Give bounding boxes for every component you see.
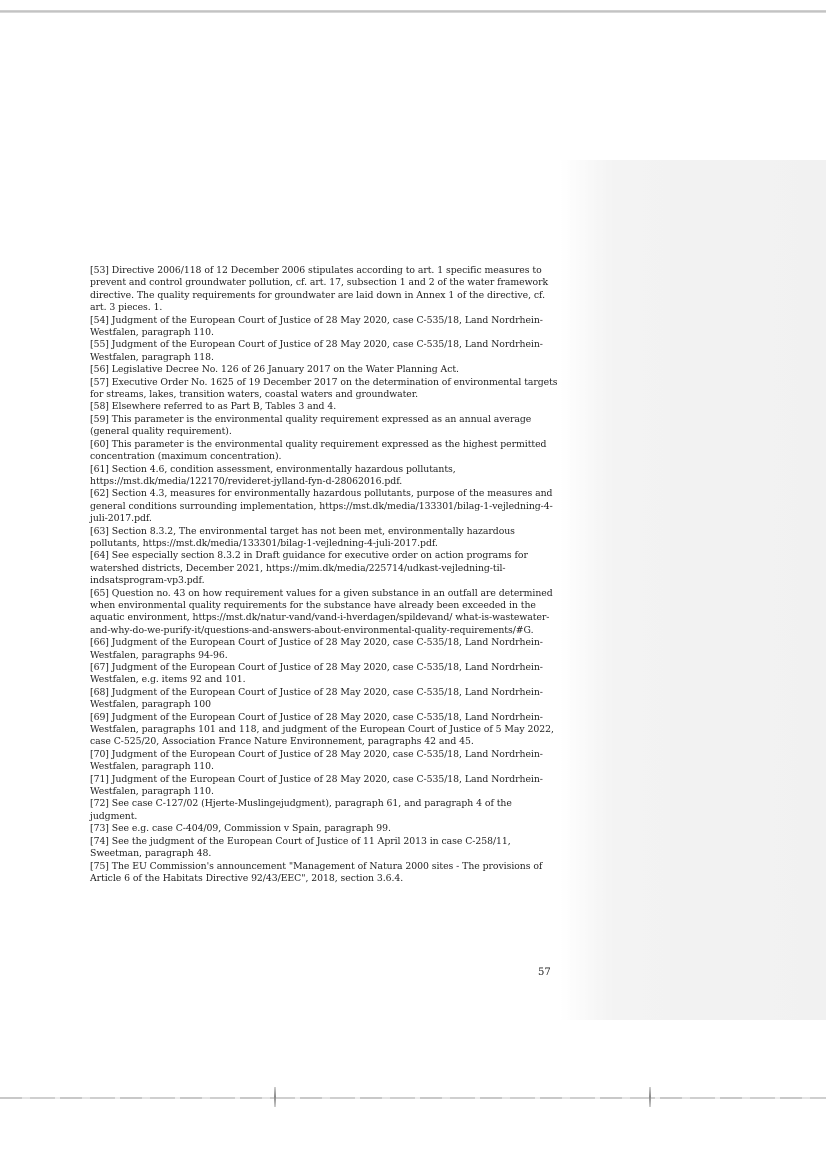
endnote-54: [54] Judgment of the European Court of Justice of 28 May 2020, case C-535/18, Land Nordrhein-Westfalen, paragraph 110. — [90, 314, 543, 339]
endnote-67: [67] Judgment of the European Court of Justice of 28 May 2020, case C-535/18, Land Nordrhein-Westfalen, e.g. items 92 and 101. — [90, 662, 543, 686]
endnote-59: [59] This parameter is the environmental quality requirement expressed as an annual average (general quality requirement). — [90, 413, 532, 438]
endnote-70: [70] Judgment of the European Court of Justice of 28 May 2020, case C-535/18, Land Nordrhein-Westfalen, paragraph 110. — [90, 748, 543, 773]
endnote-63: [63] Section 8.3.2, The environmental target has not been met, environmentally hazardous pollutants, https://mst.dk/media/133301/bilag-1-vejledning-4-juli-2017.pdf. — [90, 525, 515, 549]
page-number: 57 — [538, 967, 551, 978]
endnote-60: [60] This parameter is the environmental quality requirement expressed as the highest permitted concentration (maximum concentration). — [90, 438, 547, 463]
endnote-55: [55] Judgment of the European Court of Justice of 28 May 2020, case C-535/18, Land Nordrhein-Westfalen, paragraph 118. — [90, 339, 543, 363]
crop-mark-right — [649, 1087, 651, 1107]
bottom-scan-rule — [0, 1097, 826, 1099]
top-scan-rule — [0, 10, 826, 13]
endnotes-list — [90, 265, 560, 885]
endnote-73: [73] See e.g. case C-404/09, Commission v Spain, paragraph 99. — [90, 823, 391, 835]
scan-shading — [560, 160, 826, 1020]
endnote-58: [58] Elsewhere referred to as Part B, Tables 3 and 4. — [90, 401, 337, 413]
endnote-68: [68] Judgment of the European Court of Justice of 28 May 2020, case C-535/18, Land Nordrhein-Westfalen, paragraph 100 — [90, 686, 543, 711]
endnote-53: [53] Directive 2006/118 of 12 December 2006 stipulates according to art. 1 specific measures to prevent and control groundwater pollution, cf. art. 17, subsection 1 and 2 of the water framework directive. The quality requirements for groundwater are laid down in Annex 1 of the directive, cf. art. 3 pieces. 1. — [90, 265, 549, 314]
endnote-72: [72] See case C-127/02 (Hjerte-Muslingejudgment), paragraph 61, and paragraph 4 of the judgment. — [90, 798, 512, 822]
endnote-61: [61] Section 4.6, condition assessment, environmentally hazardous pollutants, https://mst.dk/media/122170/revideret-jylland-fyn-d-28062016.pdf. — [90, 463, 456, 487]
endnote-66: [66] Judgment of the European Court of Justice of 28 May 2020, case C-535/18, Land Nordrhein-Westfalen, paragraphs 94-96. — [90, 637, 543, 661]
endnote-56: [56] Legislative Decree No. 126 of 26 January 2017 on the Water Planning Act. — [90, 364, 459, 376]
endnote-64: [64] See especially section 8.3.2 in Draft guidance for executive order on action programs for watershed districts, December 2021, https://mim.dk/media/225714/udkast-vejledning-til-indsatsprogram-vp3.pdf. — [90, 550, 528, 587]
endnote-71: [71] Judgment of the European Court of Justice of 28 May 2020, case C-535/18, Land Nordrhein-Westfalen, paragraph 110. — [90, 773, 543, 798]
endnote-74: [74] See the judgment of the European Court of Justice of 11 April 2013 in case C-258/11, Sweetman, paragraph 48. — [90, 835, 511, 860]
crop-mark-left — [274, 1087, 276, 1107]
endnote-69: [69] Judgment of the European Court of Justice of 28 May 2020, case C-535/18, Land Nordrhein-Westfalen, paragraphs 101 and 118, and judgment of the European Court of Justice of 5 May 2022, case C-525/20, Association France Nature Environnement, paragraphs 42 and 45. — [90, 711, 554, 748]
endnote-57: [57] Executive Order No. 1625 of 19 December 2017 on the determination of environmental targets for streams, lakes, transition waters, coastal waters and groundwater. — [90, 376, 558, 401]
endnote-65: [65] Question no. 43 on how requirement values for a given substance in an outfall are determined when environmental quality requirements for the substance have already been exceeded in the aquatic environment, https://mst.dk/natur-vand/vand-i-hverdagen/spildevand/ what-is-wastewater-and-why-do-we-purify-it/questions-and-answers-about-environmental-quality-requirements/#G. — [90, 587, 553, 636]
endnote-75: [75] The EU Commission's announcement "Management of Natura 2000 sites - The provisions of Article 6 of the Habitats Directive 92/43/EEC", 2018, section 3.6.4. — [90, 860, 543, 884]
endnote-62: [62] Section 4.3, measures for environmentally hazardous pollutants, purpose of the measures and general conditions surrounding implementation, https://mst.dk/media/133301/bilag-1-vejledning-4-juli-2017.pdf. — [90, 488, 553, 525]
